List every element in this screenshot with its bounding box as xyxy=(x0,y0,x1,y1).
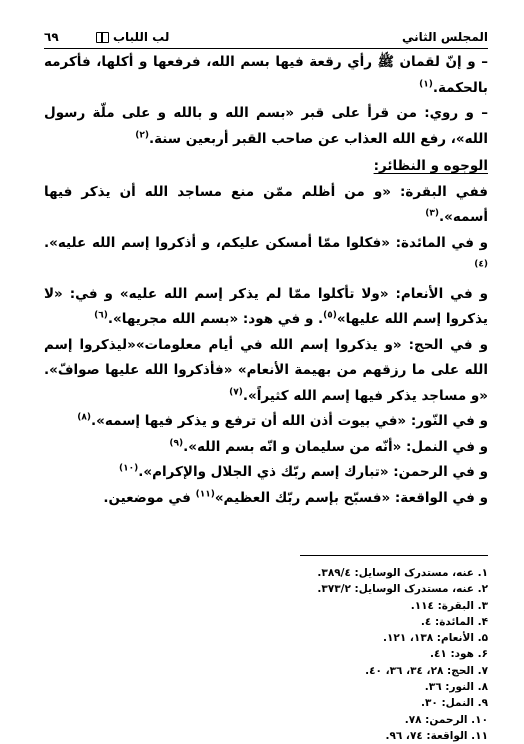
footnote-ref[interactable]: (١١) xyxy=(195,489,215,499)
paragraph: ففي البقرة: «و من أظلم ممّن منع مساجد الله أن يذكر فيها أسمه».$^{(٣)}$ xyxy=(44,183,488,225)
footnote: ٧. الحج: ٢٨، ٣٤، ٣٦، ٤٠. xyxy=(365,664,488,677)
footnote: ۴. المائدة: ٤. xyxy=(420,615,488,628)
footnote: ٩. النمل: ٣٠. xyxy=(421,697,488,710)
footnote-ref[interactable]: (١٠) xyxy=(119,463,139,474)
footnote: ٢. عنه، مستدرک الوسایل: ٣٧٣/٢. xyxy=(317,583,488,596)
paragraph: و في النمل: «أنّه من سليمان و انّه بسم الله».$^{(٩)}$ xyxy=(169,438,488,455)
footnote-rule xyxy=(300,555,488,556)
footnote-ref[interactable]: (٣) xyxy=(425,208,439,219)
paragraph: و في الواقعة: «فسبّح بإسم ربّك العظيم»$^{(١١)}$ في موضعين. xyxy=(103,489,488,506)
paragraph: – و روي: من قرأ على قبر «بسم الله و بالله و على ملّة رسول الله»، رفع الله العذاب عن صاحب القبر أربعين سنة.$^{(٢)}$ xyxy=(44,105,488,147)
book-title: لب اللباب xyxy=(113,30,170,44)
footnote: ١٠. الرحمن: ٧٨. xyxy=(404,713,488,726)
footnote-ref[interactable]: (٤) xyxy=(474,259,488,270)
paragraph: و في الأنعام: «ولا تأكلوا ممّا لم يذكر إسم الله عليه» و في: «لا يذكروا إسم الله عليها»$^{(٥)}$. و في هود: «بسم الله مجريها».$^{(٦)}$ xyxy=(44,285,488,327)
footnotes xyxy=(190,565,488,744)
footnote-ref[interactable]: (٩) xyxy=(169,438,184,448)
page-header xyxy=(44,30,488,48)
footnote-ref[interactable]: (٦) xyxy=(94,310,108,321)
paragraph: و في الرحمن: «تبارك إسم ربّك ذي الجلال والإكرام».$^{(١٠)}$ xyxy=(119,463,488,480)
footnote-ref[interactable]: (٨) xyxy=(77,412,92,423)
paragraph: و في المائدة: «فكلوا ممّا أمسكن عليكم، و أذكروا إسم الله عليه».$^{(٤)}$ xyxy=(44,234,488,270)
footnote-ref[interactable]: (١) xyxy=(419,79,433,89)
header-rule xyxy=(44,48,488,49)
book-icon xyxy=(96,32,109,43)
section-title: المجلس الثاني xyxy=(401,30,488,44)
page-number: ٦٩ xyxy=(44,30,59,44)
footnote-ref[interactable]: (٧) xyxy=(229,387,243,397)
footnote-ref[interactable]: (٥) xyxy=(323,310,337,321)
paragraph: و في النّور: «في بيوت أذن الله أن ترفع و يذكر فيها إسمه».$^{(٨)}$ xyxy=(77,412,488,429)
footnote: ۵. الأنعام: ١٣٨، ١٢١. xyxy=(383,632,488,645)
book-title-group xyxy=(96,30,169,44)
footnote: ٨. النور: ٣٦. xyxy=(424,681,488,694)
footnote: ١١. الواقعة: ٧٤، ٩٦. xyxy=(385,729,488,742)
footnote: ۶. هود: ٤١. xyxy=(429,648,488,661)
footnote-ref[interactable]: (٢) xyxy=(135,130,149,140)
footnote: ١. عنه، مستدرک الوسایل: ٣٨٩/٤. xyxy=(317,567,488,579)
paragraph: و في الحج: «و يذكروا إسم الله في أيام معلومات»«ليذكروا إسم الله على ما رزقهم من بهيمة الأنعام» «فأذكروا الله عليها صوافّ». «و مساجد يذكر فيها إسم الله كثيراً».$^{(٧)}$ xyxy=(44,336,488,404)
section-heading: الوجوه و النظائر: xyxy=(373,158,488,174)
paragraph: – و إنّ لقمان ﷺ رأي رقعة فيها بسم الله، فرفعها و أكلها، فأكرمه بالحكمة.$^{(١)}$ xyxy=(44,54,488,96)
main-text xyxy=(44,50,488,511)
footnote: ٣. البقرة: ١١٤. xyxy=(410,599,488,612)
